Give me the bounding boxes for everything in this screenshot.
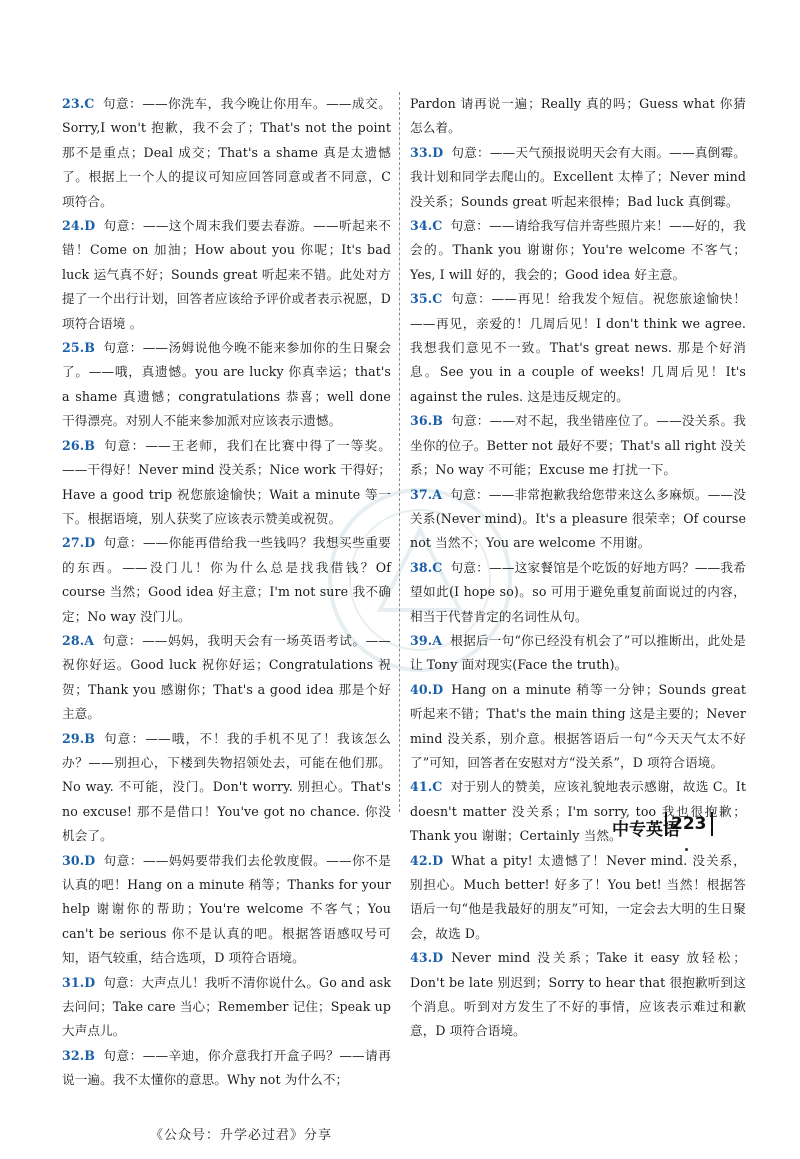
question-number: 25. — [62, 340, 85, 356]
answer-item — [410, 214, 746, 287]
explanation-text: 句意：——妈妈，我明天会有一场英语考试。——祝你好运。Good luck 祝你好运；Congratulations 祝贺；Thank you 感谢你；That's a good idea 那是个好主意。 — [62, 632, 391, 722]
answer-letter: D — [84, 852, 96, 868]
question-number: 26. — [62, 437, 85, 453]
answer-item — [410, 287, 746, 409]
explanation-text: 句意：——你能再借给我一些钱吗？我想买些重要的东西。——没门儿！你为什么总是找我借钱？Of course 当然；Good idea 好主意；I'm not sure 我不确定；No way 没门儿。 — [62, 535, 391, 624]
answer-item — [410, 141, 746, 214]
question-number: 37. — [410, 486, 433, 502]
explanation-text: Hang on a minute 稍等一分钟；Sounds great 听起来不错；That's the main thing 这是主要的；Never mind 没关系，别介意。根据答语后一句“今天天气太不好了”可知，回答者在安慰对方“没关系”，D 项符合语境。 — [410, 681, 746, 770]
answer-letter: D — [432, 950, 444, 966]
answer-item — [410, 92, 746, 141]
answer-item — [410, 946, 746, 1044]
question-number: 34. — [410, 218, 433, 234]
answer-item — [62, 849, 391, 971]
question-number: 28. — [62, 632, 85, 648]
answer-letter: A — [432, 632, 443, 648]
decorative-dot — [685, 848, 688, 851]
answer-item — [62, 971, 391, 1044]
explanation-text: 根据后一句“你已经没有机会了”可以推断出，此处是让 Tony 面对现实(Face the truth)。 — [410, 632, 746, 673]
answer-letter: B — [84, 1047, 95, 1063]
answer-letter: D — [84, 974, 96, 990]
question-number: 40. — [410, 681, 433, 697]
explanation-text: Pardon 请再说一遍；Really 真的吗；Guess what 你猜怎么着。 — [410, 96, 746, 136]
explanation-text: 句意：——哦，不！我的手机不见了！我该怎么办？——别担心，下楼到失物招领处去，可能在他们那。No way. 不可能，没门。Don't worry. 别担心。That's no excuse! 那不是借口！You've got no chance. 你没机会了。 — [62, 730, 391, 844]
answer-item — [62, 214, 391, 336]
answer-item — [410, 483, 746, 556]
answer-letter: B — [432, 413, 443, 429]
answer-letter: C — [432, 779, 443, 795]
explanation-text: 句意：——请给我写信并寄些照片来！——好的，我会的。Thank you 谢谢你；You're welcome 不客气；Yes, I will 好的，我会的；Good idea 好主意。 — [410, 218, 746, 282]
explanation-text: 对于别人的赞美，应该礼貌地表示感谢，故选 C。It doesn't matter 没关系；I'm sorry, too 我也很抱歉；Thank you 谢谢；Certainly 当然。 — [410, 779, 746, 844]
answer-letter: D — [432, 144, 444, 160]
explanation-text: 句意：——对不起，我坐错座位了。——没关系。我坐你的位子。Better not 最好不要；That's all right 没关系；No way 不可能；Excuse me 打扰一下。 — [410, 413, 746, 478]
question-number: 43. — [410, 950, 433, 966]
answer-letter: A — [432, 486, 443, 502]
answer-letter: C — [432, 559, 443, 575]
explanation-text: 句意：——你洗车，我今晚让你用车。——成交。Sorry,I won't 抱歉，我不会了；That's not the point 那不是重点；Deal 成交；That's a shame 真是太遗憾了。根据上一个人的提议可知应回答同意或者不同意，C 项符合。 — [62, 96, 391, 209]
answer-letter: C — [432, 291, 443, 307]
explanation-text: 句意：——天气预报说明天会有大雨。——真倒霉。我计划和同学去爬山的。Excellent 太棒了；Never mind 没关系；Sounds great 听起来很棒；Bad luck 真倒霉。 — [410, 144, 746, 209]
question-number: 35. — [410, 291, 433, 307]
explanation-text: 句意：大声点儿！我听不清你说什么。Go and ask 去问问；Take care 当心；Remember 记住；Speak up 大声点儿。 — [62, 974, 391, 1039]
question-number: 36. — [410, 413, 433, 429]
answer-letter: D — [432, 681, 444, 697]
answer-letter: D — [84, 535, 96, 551]
question-number: 29. — [62, 730, 85, 746]
question-number: 23. — [62, 96, 85, 111]
answer-item — [410, 556, 746, 629]
answer-item — [62, 629, 391, 727]
answer-item — [62, 336, 391, 434]
book-title: 中专英语 — [612, 820, 680, 840]
answer-letter: D — [84, 218, 96, 234]
answer-letter: C — [432, 218, 443, 234]
answer-item — [62, 531, 391, 629]
question-number: 41. — [410, 779, 433, 795]
question-number: 30. — [62, 852, 85, 868]
answer-item — [62, 92, 391, 214]
explanation-text: 句意：——非常抱歉我给您带来这么多麻烦。——没关系(Never mind)。It's a pleasure 很荣幸；Of course not 当然不；You are welcome 不用谢。 — [410, 486, 746, 551]
question-number: 27. — [62, 535, 85, 551]
answer-letter: B — [84, 437, 95, 453]
right-column — [410, 92, 746, 1044]
page-number: 223 — [665, 812, 713, 836]
answer-item — [62, 434, 391, 532]
explanation-text: 句意：——再见！给我发个短信。祝您旅途愉快！——再见，亲爱的！几周后见！I don't think we agree. 我想我们意见不一致。That's great news. 那是个好消息。See you in a couple of weeks! 几周后见！It's against the rules. 这是违反规定的。 — [410, 291, 746, 404]
answer-letter: A — [84, 632, 95, 648]
explanation-text: What a pity! 太遗憾了！Never mind. 没关系，别担心。Much better! 好多了！You bet! 当然！根据答语后一句“他是我最好的朋友”可知，一定会去大明的生日聚会，故选 D。 — [410, 852, 746, 941]
explanation-text: 句意：——这个周末我们要去春游。——听起来不错！Come on 加油；How about you 你呢；It's bad luck 运气真不好；Sounds great 听起来不错。此处对方提了一个出行计划，回答者应该给予评价或者表示祝愿，D 项符合语境 。 — [62, 218, 391, 331]
explanation-text: 句意：——王老师，我们在比赛中得了一等奖。——干得好！Never mind 没关系；Nice work 干得好；Have a good trip 祝您旅途愉快；Wait a minute 等一下。根据语境，别人获奖了应该表示赞美或祝贺。 — [62, 437, 391, 526]
column-divider — [399, 92, 400, 812]
answer-letter: B — [84, 340, 95, 356]
question-number: 31. — [62, 974, 85, 990]
left-column — [62, 92, 391, 1093]
credit-line: 《公众号：升学必过君》分享 — [150, 1128, 333, 1143]
explanation-text: 句意：——这家餐馆是个吃饭的好地方吗？——我希望如此(I hope so)。so 可用于避免重复前面说过的内容，相当于代替肯定的名词性从句。 — [410, 559, 746, 624]
question-number: 39. — [410, 632, 433, 648]
answer-item — [410, 678, 746, 776]
explanation-text: Never mind 没关系；Take it easy 放轻松；Don't be late 别迟到；Sorry to hear that 很抱歉听到这个消息。听到对方发生了不好的事情，应该表示难过和歉意，D 项符合语境。 — [410, 950, 746, 1039]
answer-item — [410, 409, 746, 482]
question-number: 42. — [410, 852, 433, 868]
explanation-text: 句意：——妈妈要带我们去伦敦度假。——你不是认真的吧！Hang on a minute 稍等；Thanks for your help 谢谢你的帮助；You're welcome 不客气；You can't be serious 你不是认真的吧。根据答语感叹号可知，语气较重，结合选项，D 项符合语境。 — [62, 852, 391, 966]
question-number: 32. — [62, 1047, 85, 1063]
answer-letter: D — [432, 852, 444, 868]
question-number: 33. — [410, 144, 433, 160]
question-number: 24. — [62, 218, 85, 234]
answer-letter: C — [84, 96, 95, 111]
answer-item — [410, 849, 746, 947]
answer-letter: B — [84, 730, 95, 746]
answer-item — [62, 1044, 391, 1093]
explanation-text: 句意：——汤姆说他今晚不能来参加你的生日聚会了。——哦，真遗憾。you are lucky 你真幸运；that's a shame 真遗憾；congratulations 恭喜；well done 干得漂亮。对别人不能来参加派对应该表示遗憾。 — [62, 340, 391, 429]
answer-item — [62, 727, 391, 849]
explanation-text: 句意：——辛迪，你介意我打开盒子吗？——请再说一遍。我不太懂你的意思。Why not 为什么不； — [62, 1047, 391, 1088]
question-number: 38. — [410, 559, 433, 575]
answer-item — [410, 629, 746, 678]
